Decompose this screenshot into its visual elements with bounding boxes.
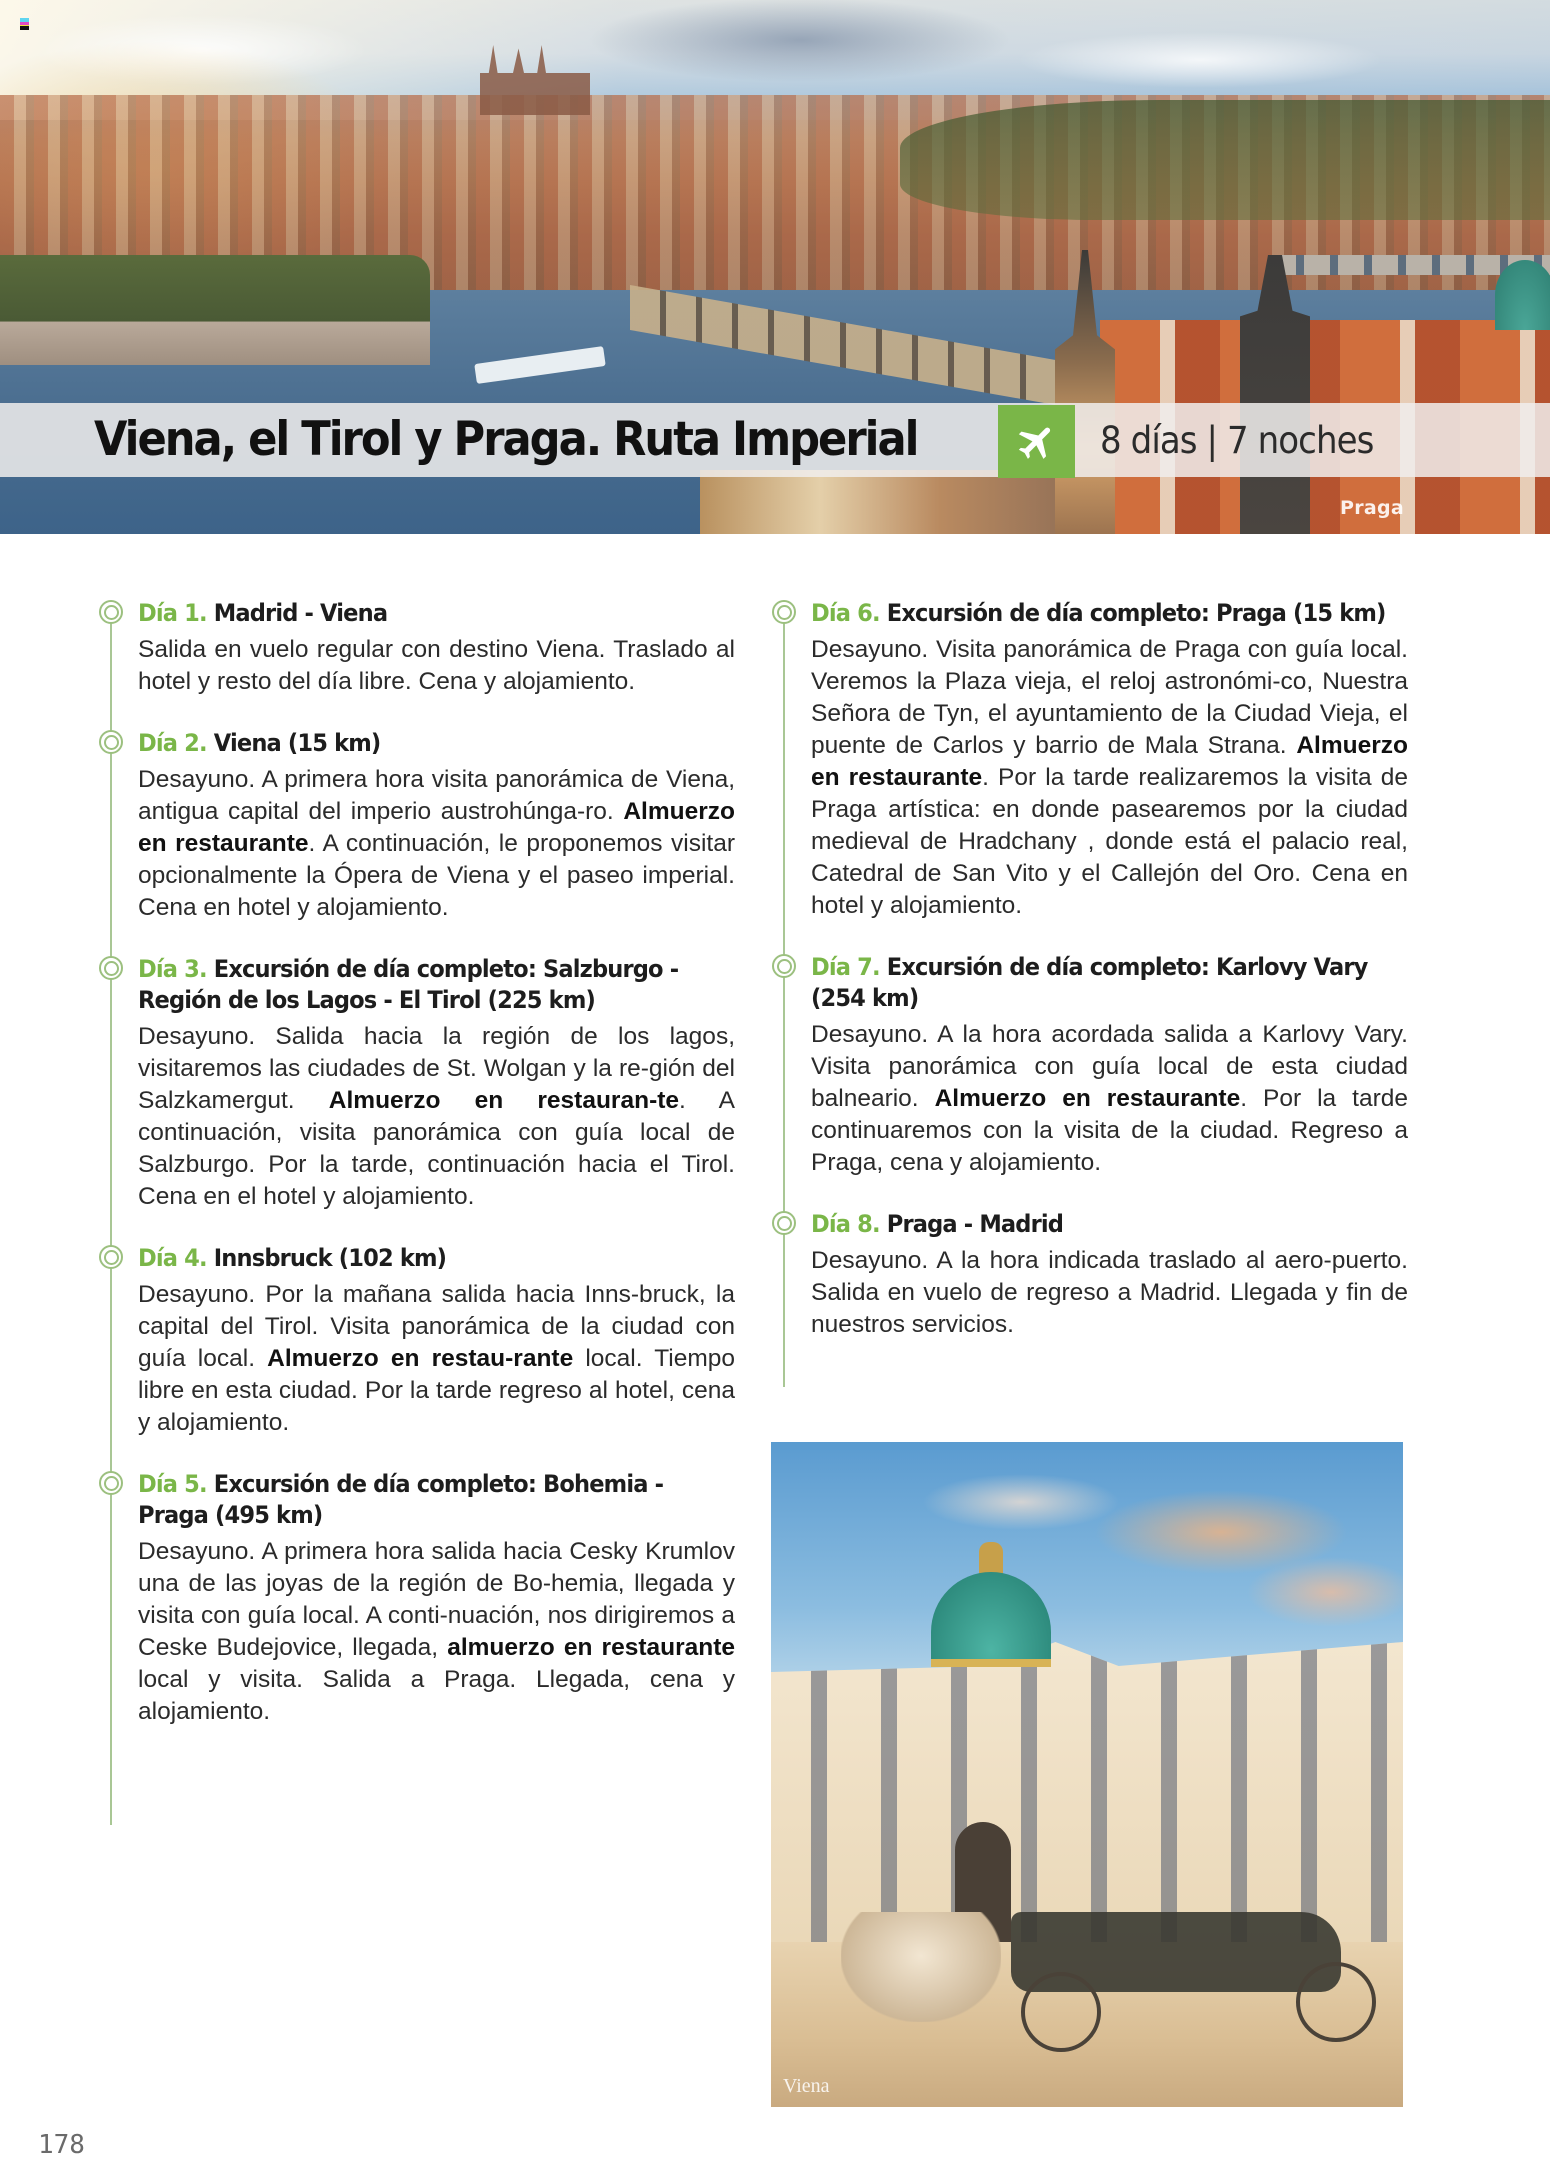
day-description xyxy=(811,1019,1408,1179)
day-description xyxy=(138,1279,735,1439)
day-title: Excursión de día completo: Karlovy Vary (254 km) xyxy=(811,953,1368,1012)
highlight-text: Almuerzo en restaurante xyxy=(138,798,735,857)
day-heading xyxy=(138,728,733,759)
timeline-marker-icon xyxy=(99,730,123,754)
day-description xyxy=(138,1021,735,1213)
day-title: Innsbruck (102 km) xyxy=(213,1244,447,1272)
highlight-text: Almuerzo en restaurante xyxy=(811,732,1408,791)
description-text: . Por la tarde realizaremos la visita de Praga artística: en donde pasearemos por la ciudad medieval de Hradchany , donde está el palacio real, Catedral de San Vito y el Callejón del Oro. Cena en hotel y alojamiento. xyxy=(811,764,1408,919)
description-text: Desayuno. Salida hacia la región de los lagos, visitaremos las ciudades de St. Wolgan y la re-gión del Salzkamergut. xyxy=(138,1023,735,1114)
day-number: Día 2. xyxy=(138,729,207,757)
day-number: Día 3. xyxy=(138,955,207,983)
day-heading xyxy=(811,598,1406,629)
day-description xyxy=(811,1245,1408,1341)
hero-caption: Praga xyxy=(1340,497,1405,519)
day-description xyxy=(811,634,1408,922)
day-number: Día 6. xyxy=(811,599,880,627)
description-text: . A continuación, le proponemos visitar opcionalmente la Ópera de Viena y el paseo imperial. Cena en hotel y alojamiento. xyxy=(138,830,735,921)
day-heading xyxy=(811,1209,1406,1240)
photo-vienna-hofburg xyxy=(771,1442,1403,2107)
page-number: 178 xyxy=(38,2130,85,2160)
day-title: Excursión de día completo: Praga (15 km) xyxy=(886,599,1386,627)
description-text: Salida en vuelo regular con destino Viena. Traslado al hotel y resto del día libre. Cena y alojamiento. xyxy=(138,636,735,695)
highlight-text: Almuerzo en restau-rante xyxy=(267,1345,574,1372)
hero-roofs-mid xyxy=(700,470,1100,534)
day-number: Día 5. xyxy=(138,1470,207,1498)
timeline-marker-icon xyxy=(99,1245,123,1269)
timeline-marker-icon xyxy=(772,954,796,978)
itinerary-day xyxy=(768,1209,1408,1341)
day-description xyxy=(138,764,735,924)
airplane-icon xyxy=(1015,420,1059,464)
day-number: Día 7. xyxy=(811,953,880,981)
day-number: Día 4. xyxy=(138,1244,207,1272)
description-text: . A continuación, visita panorámica con guía local de Salzburgo. Por la tarde, continuación hacia el Tirol. Cena en el hotel y alojamiento. xyxy=(138,1087,736,1210)
description-text: local. Tiempo libre en esta ciudad. Por la tarde regreso al hotel, cena y alojamiento. xyxy=(138,1345,736,1436)
day-description xyxy=(138,1536,735,1728)
hero-trees xyxy=(900,100,1550,220)
photo-wheel xyxy=(1021,1972,1101,2052)
day-heading xyxy=(811,952,1406,1014)
itinerary-day xyxy=(95,728,735,924)
photo-clouds xyxy=(771,1442,1403,1642)
description-text: Desayuno. A la hora acordada salida a Karlovy Vary. Visita panorámica con guía local de esta ciudad balneario. xyxy=(811,1021,1408,1112)
highlight-text: Almuerzo en restauran-te xyxy=(328,1087,680,1114)
itinerary-column-left xyxy=(95,598,735,1728)
timeline-marker-icon xyxy=(99,1471,123,1495)
photo-palace xyxy=(771,1642,1403,1942)
itinerary-day xyxy=(768,598,1408,922)
description-text: Desayuno. A primera hora salida hacia Cesky Krumlov una de las joyas de la región de Bo-hemia, llegada y visita con guía local. A conti-nuación, nos dirigiremos a Ceske Budejovice, llegada, xyxy=(138,1538,735,1661)
description-text: local y visita. Salida a Praga. Llegada, cena y alojamiento. xyxy=(138,1666,735,1725)
timeline-marker-icon xyxy=(772,1211,796,1235)
day-title: Viena (15 km) xyxy=(213,729,381,757)
day-number: Día 8. xyxy=(811,1210,880,1238)
timeline-marker-icon xyxy=(99,600,123,624)
description-text: Desayuno. Visita panorámica de Praga con guía local. Veremos la Plaza vieja, el reloj astronómi-co, Nuestra Señora de Tyn, el ayuntamiento de la Ciudad Vieja, el puente de Carlos y barrio de Mala Strana. xyxy=(811,636,1408,759)
trip-duration: 8 días | 7 noches xyxy=(1100,419,1374,462)
timeline-marker-icon xyxy=(772,600,796,624)
day-heading xyxy=(138,954,733,1016)
itinerary-day xyxy=(95,1469,735,1728)
hero-riverbank xyxy=(0,255,430,365)
description-text: . Por la tarde continuaremos con la visita de la ciudad. Regreso a Praga, cena y alojamiento. xyxy=(811,1085,1408,1176)
day-title: Excursión de día completo: Salzburgo - Región de los Lagos - El Tirol (225 km) xyxy=(138,955,679,1014)
description-text: Desayuno. Por la mañana salida hacia Inns-bruck, la capital del Tirol. Visita panorámica de la ciudad con guía local. xyxy=(138,1281,735,1372)
itinerary-day xyxy=(95,954,735,1213)
itinerary-column-right xyxy=(768,598,1408,1341)
itinerary-day xyxy=(95,1243,735,1439)
page-title: Viena, el Tirol y Praga. Ruta Imperial xyxy=(94,412,918,467)
registration-mark-icon xyxy=(20,18,29,30)
highlight-text: almuerzo en restaurante xyxy=(447,1634,735,1661)
itinerary-day xyxy=(768,952,1408,1179)
day-title: Praga - Madrid xyxy=(886,1210,1064,1238)
photo-wheel xyxy=(1296,1962,1376,2042)
itinerary-day xyxy=(95,598,735,698)
day-number: Día 1. xyxy=(138,599,207,627)
photo-horse xyxy=(841,1912,1001,2022)
day-description xyxy=(138,634,735,698)
description-text: Desayuno. A primera hora visita panorámica de Viena, antigua capital del imperio austrohúnga-ro. xyxy=(138,766,735,825)
timeline-marker-icon xyxy=(99,956,123,980)
photo-caption: Viena xyxy=(783,2075,830,2097)
day-heading xyxy=(138,1469,733,1531)
day-title: Excursión de día completo: Bohemia - Praga (495 km) xyxy=(138,1470,664,1529)
hero-dome xyxy=(1495,260,1550,330)
highlight-text: Almuerzo en restaurante xyxy=(934,1085,1241,1112)
day-title: Madrid - Viena xyxy=(213,599,388,627)
flight-badge xyxy=(998,405,1075,478)
description-text: Desayuno. A la hora indicada traslado al aero-puerto. Salida en vuelo de regreso a Madrid. Llegada y fin de nuestros servicios. xyxy=(811,1247,1408,1338)
day-heading xyxy=(138,1243,733,1274)
day-heading xyxy=(138,598,733,629)
